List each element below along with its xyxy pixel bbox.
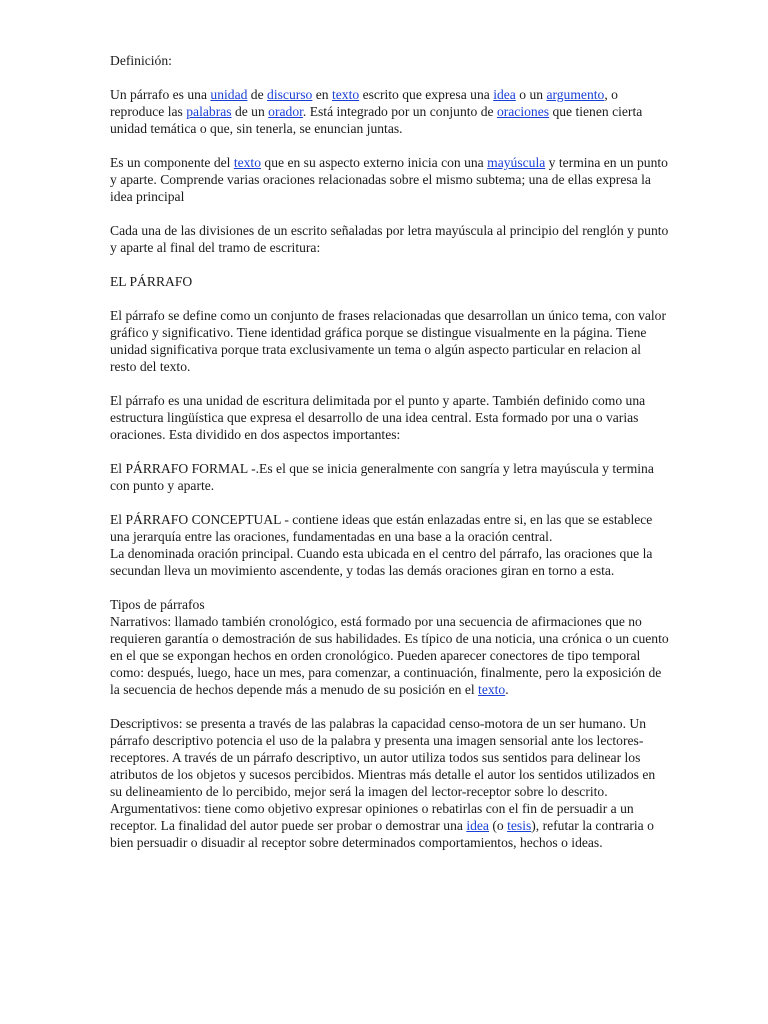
text-run: Es un componente del — [110, 155, 234, 170]
link-texto[interactable]: texto — [478, 682, 506, 697]
paragraph-descriptivos: Descriptivos: se presenta a través de las palabras la capacidad censo-motora de un ser humano. Un párrafo descriptivo potencia el uso de la palabra y presenta una imagen sensorial ante los lectores-receptores. A través de un párrafo descriptivo, un autor utiliza todos sus sentidos para delinear los atributos de los objetos y sucesos percibidos. Mientras más detalle el autor los sentidos utilizados en su delineamiento de lo percibido, mejor será la imagen del lector-receptor sobre lo descrito. — [110, 716, 656, 799]
section-heading: EL PÁRRAFO — [110, 274, 193, 289]
paragraph-divisions: Cada una de las divisiones de un escrito señaladas por letra mayúscula al principio del renglón y punto y aparte al final del tramo de escritura: — [110, 223, 669, 255]
link-discurso[interactable]: discurso — [267, 87, 313, 102]
types-label: Tipos de párrafos — [110, 597, 205, 612]
link-tesis[interactable]: tesis — [507, 818, 532, 833]
link-idea[interactable]: idea — [466, 818, 489, 833]
text-run: (o — [488, 818, 508, 833]
text-run: Argumentativos: tiene como objetivo expresar opiniones o rebatirlas con el fin de persuadir a un receptor. La finalidad del autor puede ser probar o demostrar una — [110, 801, 634, 833]
paragraph-definition — [110, 86, 670, 137]
link-mayuscula[interactable]: mayúscula — [487, 155, 546, 170]
text-run: en — [312, 87, 332, 102]
paragraph-component — [110, 154, 670, 205]
text-run: y termina en un punto y aparte. Comprende varias oraciones relacionadas sobre el mismo subtema; una de ellas expresa la idea principal — [110, 155, 668, 204]
link-orador[interactable]: orador — [268, 104, 303, 119]
text-run: , o reproduce las — [110, 87, 618, 119]
link-idea[interactable]: idea — [493, 87, 516, 102]
document-body — [110, 52, 670, 851]
paragraph-definition-two: El párrafo se define como un conjunto de frases relacionadas que desarrollan un único tema, con valor gráfico y significativo. Tiene identidad gráfica porque se distingue visualmente en la página. Tiene unidad significativa porque trata exclusivamente un tema o algún aspecto particular en relacion al resto del texto. — [110, 308, 666, 374]
paragraph-conceptual: El PÁRRAFO CONCEPTUAL - contiene ideas que están enlazadas entre si, en las que se establece una jerarquía entre las oraciones, fundamentadas en una base a la oración central. — [110, 512, 653, 544]
paragraph-argumentativos — [110, 800, 670, 851]
paragraph-main-sentence: La denominada oración principal. Cuando esta ubicada en el centro del párrafo, las oraciones que la secundan lleva un movimiento ascendente, y todas las demás oraciones giran en torno a esta. — [110, 546, 653, 578]
text-run: escrito que expresa una — [359, 87, 494, 102]
text-run: o un — [515, 87, 547, 102]
link-texto[interactable]: texto — [233, 155, 262, 170]
link-palabras[interactable]: palabras — [186, 104, 232, 119]
text-run: que tienen cierta unidad temática o que, sin tenerla, se enuncian juntas. — [110, 104, 643, 136]
text-run: Un párrafo es una — [110, 87, 211, 102]
link-unidad[interactable]: unidad — [210, 87, 248, 102]
text-run: de un — [231, 104, 269, 119]
paragraph-formal: El PÁRRAFO FORMAL -.Es el que se inicia generalmente con sangría y letra mayúscula y termina con punto y aparte. — [110, 461, 654, 493]
link-argumento[interactable]: argumento — [546, 87, 605, 102]
text-run: . Está integrado por un conjunto de — [302, 104, 497, 119]
text-run: . — [505, 682, 509, 697]
definition-label: Definición: — [110, 53, 172, 68]
paragraph-narrativos — [110, 613, 670, 698]
text-run: de — [247, 87, 268, 102]
text-run: ), refutar la contraria o bien persuadir o disuadir al receptor sobre determinados comportamientos, hechos o ideas. — [110, 818, 654, 850]
text-run: Narrativos: llamado también cronológico, está formado por una secuencia de afirmaciones que no requieren garantía o demostración de sus habilidades. Es típico de una noticia, una crónica o un cuento en el que se expongan hechos en orden cronológico. Pueden aparecer conectores de tipo temporal como: después, luego, hace un mes, para comenzar, a continuación, finalmente, pero la exposición de la secuencia de hechos depende más a menudo de su posición en el — [110, 614, 669, 697]
link-texto[interactable]: texto — [332, 87, 360, 102]
link-oraciones[interactable]: oraciones — [496, 104, 550, 119]
text-run: que en su aspecto externo inicia con una — [261, 155, 488, 170]
paragraph-unit: El párrafo es una unidad de escritura delimitada por el punto y aparte. También definido como una estructura lingüística que expresa el desarrollo de una idea central. Esta formado por una o varias oraciones. Esta dividido en dos aspectos importantes: — [110, 393, 646, 442]
